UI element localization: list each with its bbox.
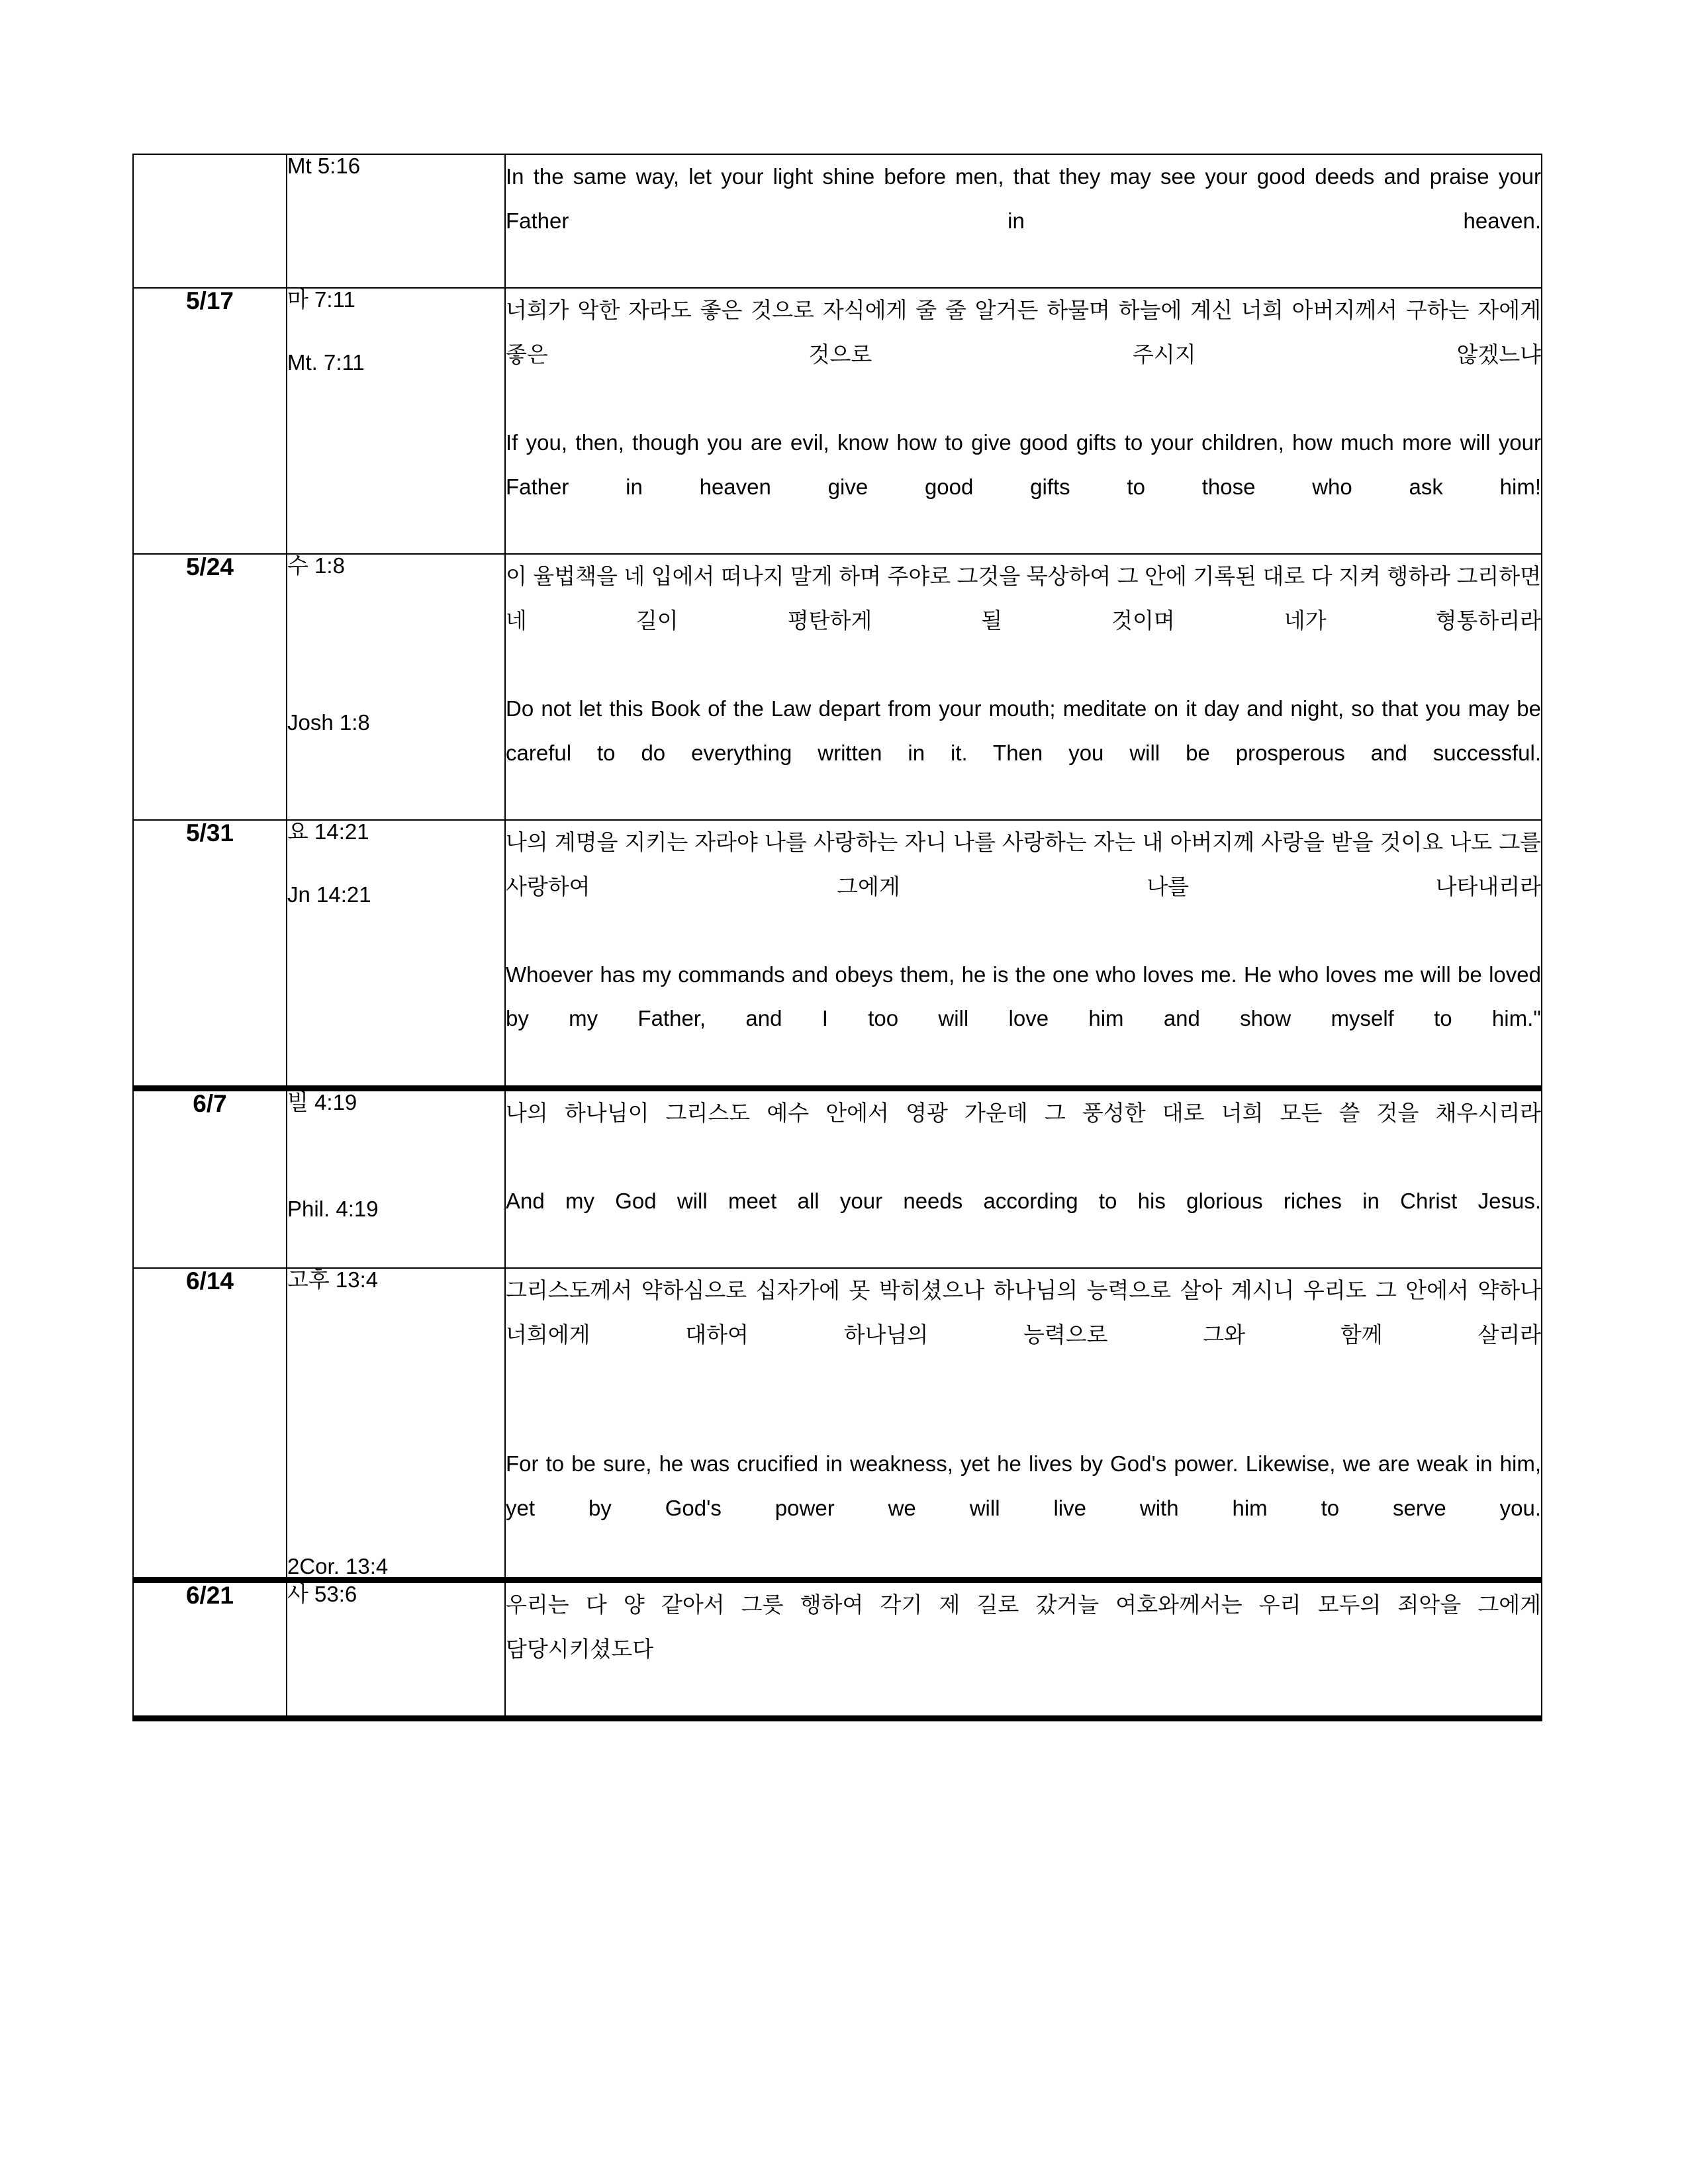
verse-text-korean: 나의 계명을 지키는 자라야 나를 사랑하는 자니 나를 사랑하는 자는 내 아버지께 사랑을 받을 것이요 나도 그를 사랑하여 그에게 나를 나타내리라 xyxy=(506,829,1541,899)
reference-english: 2Cor. 13:4 xyxy=(287,1554,389,1579)
row-verse-cell xyxy=(505,1268,1542,1580)
reference-english: Jn 14:21 xyxy=(287,882,371,907)
verse-text-korean: 그리스도께서 약하심으로 십자가에 못 박히셨으나 하나님의 능력으로 살아 계시니 우리도 그 안에서 약하나 너희에게 대하여 하나님의 능력으로 그와 함께 살리라 xyxy=(506,1278,1541,1347)
reference-spacer xyxy=(287,842,504,884)
row-reference-cell xyxy=(287,1268,505,1580)
row-verse-cell xyxy=(505,288,1542,554)
verse-text-english: Do not let this Book of the Law depart from your mouth; meditate on it day and night, so that you may be careful to do everything written in it. Then you will be prosperous and successful. xyxy=(506,696,1541,765)
row-verse-cell xyxy=(505,820,1542,1088)
row-date: 6/21 xyxy=(185,1582,234,1610)
reference-korean: 마 7:11 xyxy=(287,287,355,312)
reference-korean: 수 1:8 xyxy=(287,553,345,578)
row-reference-cell xyxy=(287,554,505,820)
table-row xyxy=(133,154,1542,288)
row-reference-cell xyxy=(287,154,505,288)
row-date-cell xyxy=(133,554,287,820)
reference-english: Mt 5:16 xyxy=(287,154,361,178)
reference-english: Josh 1:8 xyxy=(287,709,370,735)
reference-english: Mt. 7:11 xyxy=(287,349,365,375)
verse-table xyxy=(132,154,1542,1721)
reference-spacer xyxy=(287,576,504,711)
row-reference-cell xyxy=(287,1580,505,1719)
row-date-cell xyxy=(133,288,287,554)
reference-korean: 고후 13:4 xyxy=(287,1267,379,1293)
table-row xyxy=(133,1088,1542,1268)
row-reference-cell xyxy=(287,288,505,554)
verse-text-english: And my God will meet all your needs according to his glorious riches in Christ Jesus. xyxy=(506,1189,1541,1214)
table-row xyxy=(133,1268,1542,1580)
verse-text-korean: 이 율법책을 네 입에서 떠나지 말게 하며 주야로 그것을 묵상하여 그 안에 기록된 대로 다 지켜 행하라 그리하면 네 길이 평탄하게 될 것이며 네가 형통하리라 xyxy=(506,563,1541,633)
verse-table-body xyxy=(133,154,1542,1719)
verse-text-korean: 너희가 악한 자라도 좋은 것으로 자식에게 줄 줄 알거든 하물며 하늘에 계신 너희 아버지께서 구하는 자에게 좋은 것으로 주시지 않겠느냐 xyxy=(506,297,1541,367)
row-date-cell xyxy=(133,1088,287,1268)
row-reference-cell xyxy=(287,1088,505,1268)
row-date: 6/14 xyxy=(185,1267,234,1295)
verse-text-english: In the same way, let your light shine before men, that they may see your good deeds and praise your Father in heaven. xyxy=(506,164,1541,233)
row-date: 5/31 xyxy=(185,819,234,846)
table-row xyxy=(133,554,1542,820)
row-verse-cell xyxy=(505,154,1542,288)
row-verse-cell xyxy=(505,1580,1542,1719)
row-verse-cell xyxy=(505,1088,1542,1268)
table-row xyxy=(133,1580,1542,1719)
row-reference-cell xyxy=(287,820,505,1088)
reference-spacer xyxy=(287,1291,504,1555)
verse-text-korean: 우리는 다 양 같아서 그릇 행하여 각기 제 길로 갔거늘 여호와께서는 우리 모두의 죄악을 그에게 담당시키셨도다 xyxy=(506,1592,1541,1662)
row-date: 5/24 xyxy=(185,553,234,580)
row-verse-cell xyxy=(505,554,1542,820)
reference-korean: 빌 4:19 xyxy=(287,1089,357,1115)
row-date: 6/7 xyxy=(193,1089,227,1117)
reference-spacer xyxy=(287,1113,504,1198)
verse-text-english: Whoever has my commands and obeys them, he is the one who loves me. He who loves me will be loved by my Father, and I too will love him and show myself to him." xyxy=(506,962,1541,1031)
reference-spacer xyxy=(287,310,504,351)
verse-text-english: If you, then, though you are evil, know how to give good gifts to your children, how much more will your Father in heaven give good gifts to those who ask him! xyxy=(506,430,1541,499)
verse-text-english: For to be sure, he was crucified in weakness, yet he lives by God's power. Likewise, we are weak in him, yet by God's power we will live with him to serve you. xyxy=(506,1451,1541,1521)
table-row xyxy=(133,820,1542,1088)
row-date-cell xyxy=(133,154,287,288)
row-date-cell xyxy=(133,1580,287,1719)
verse-text-korean: 나의 하나님이 그리스도 예수 안에서 영광 가운데 그 풍성한 대로 너희 모든 쓸 것을 채우시리라 xyxy=(506,1100,1541,1125)
reference-korean: 사 53:6 xyxy=(287,1582,357,1607)
row-date-cell xyxy=(133,820,287,1088)
table-row xyxy=(133,288,1542,554)
reference-english: Phil. 4:19 xyxy=(287,1196,379,1221)
row-date: 5/17 xyxy=(185,287,234,314)
reference-korean: 요 14:21 xyxy=(287,819,369,844)
row-date-cell xyxy=(133,1268,287,1580)
